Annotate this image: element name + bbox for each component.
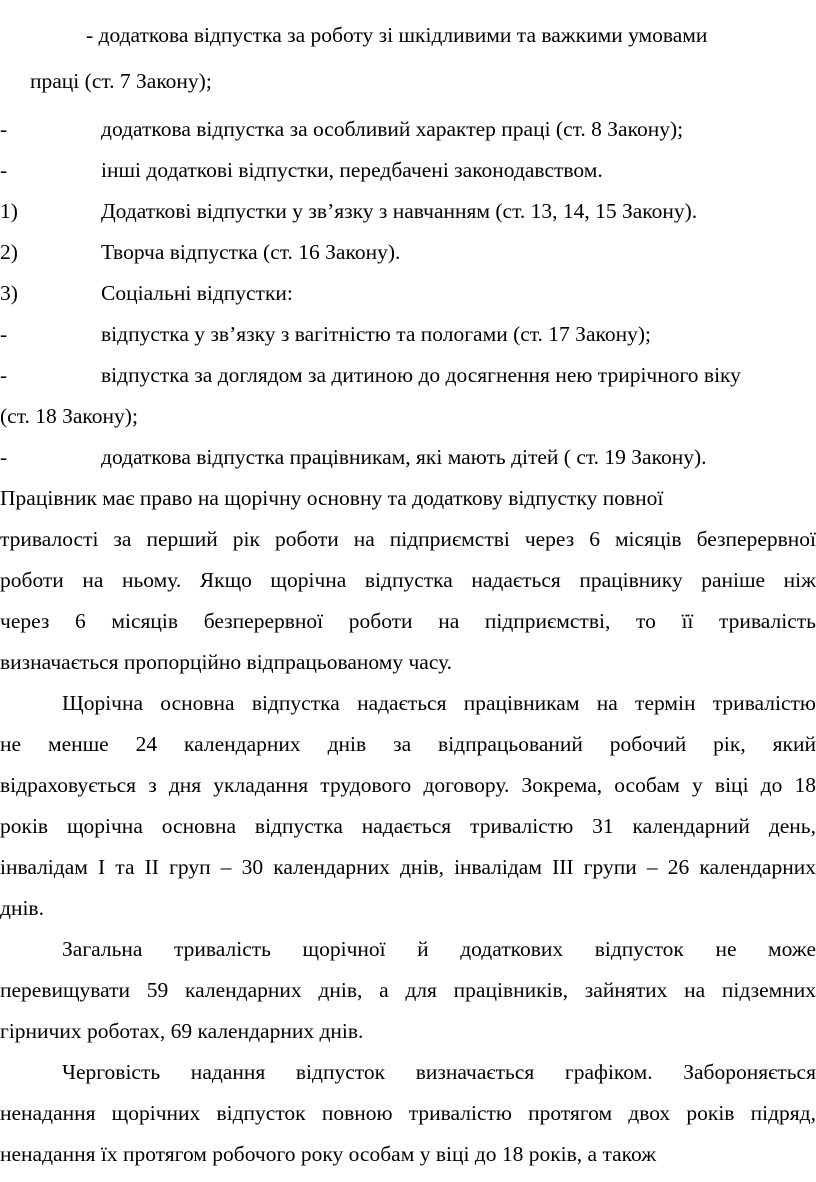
paragraph-line: ненадання щорічних відпусток повною тривалістю протягом двох років підряд, xyxy=(0,1101,816,1125)
list-marker: - xyxy=(0,117,8,141)
paragraph-line: тривалості за перший рік роботи на підприємстві через 6 місяців безперервної xyxy=(0,527,816,551)
list-marker: - xyxy=(0,322,8,346)
paragraph-line: відраховується з дня укладання трудового договору. Зокрема, особам у віці до 18 xyxy=(0,773,816,797)
list-marker: - xyxy=(0,158,8,182)
list-marker: 2) xyxy=(0,240,18,264)
list-marker: 3) xyxy=(0,281,18,305)
list-item-text: додаткова відпустка працівникам, які мають дітей ( ст. 19 Закону). xyxy=(101,445,707,469)
list-item-text: відпустка за доглядом за дитиною до досягнення нею трирічного віку xyxy=(101,363,741,387)
paragraph-line: перевищувати 59 календарних днів, а для працівників, зайнятих на підземних xyxy=(0,978,816,1002)
list-intro-line-1: - додаткова відпустка за роботу зі шкідливими та важкими умовами xyxy=(86,23,708,47)
paragraph-line: Працівник має право на щорічну основну та додаткову відпустку повної xyxy=(0,486,664,510)
list-item-text: Соціальні відпустки: xyxy=(101,281,293,305)
paragraph-line: Черговість надання відпусток визначається графіком. Забороняється xyxy=(62,1060,816,1084)
paragraph-line: не менше 24 календарних днів за відпрацьований робочий рік, який xyxy=(0,732,816,756)
list-item-text: Додаткові відпустки у зв’язку з навчанням (ст. 13, 14, 15 Закону). xyxy=(101,199,698,223)
list-item-text: інші додаткові відпустки, передбачені законодавством. xyxy=(101,158,603,182)
paragraph-line: роботи на ньому. Якщо щорічна відпустка надається працівнику раніше ніж xyxy=(0,568,816,592)
list-intro-line-2: праці (ст. 7 Закону); xyxy=(30,69,212,93)
paragraph-line: гірничих роботах, 69 календарних днів. xyxy=(0,1019,364,1043)
list-item-text: Творча відпустка (ст. 16 Закону). xyxy=(101,240,401,264)
paragraph-line: ненадання їх протягом робочого року особам у віці до 18 років, а також xyxy=(0,1142,657,1166)
list-marker: - xyxy=(0,445,8,469)
paragraph-line: через 6 місяців безперервної роботи на підприємстві, то її тривалість xyxy=(0,609,816,633)
paragraph-line: років щорічна основна відпустка надається тривалістю 31 календарний день, xyxy=(0,814,816,838)
list-item-continuation: (ст. 18 Закону); xyxy=(0,404,138,428)
paragraph-line: Щорічна основна відпустка надається працівникам на термін тривалістю xyxy=(62,691,816,715)
list-marker: 1) xyxy=(0,199,18,223)
list-marker: - xyxy=(0,363,8,387)
paragraph-line: днів. xyxy=(0,896,44,920)
paragraph-line: визначається пропорційно відпрацьованому часу. xyxy=(0,650,453,674)
list-item-text: додаткова відпустка за особливий характер праці (ст. 8 Закону); xyxy=(101,117,684,141)
paragraph-line: Загальна тривалість щорічної й додаткових відпусток не може xyxy=(62,937,816,961)
list-item-text: відпустка у зв’язку з вагітністю та пологами (ст. 17 Закону); xyxy=(101,322,651,346)
paragraph-line: інвалідам І та ІІ груп – 30 календарних днів, інвалідам ІІІ групи – 26 календарних xyxy=(0,855,816,879)
